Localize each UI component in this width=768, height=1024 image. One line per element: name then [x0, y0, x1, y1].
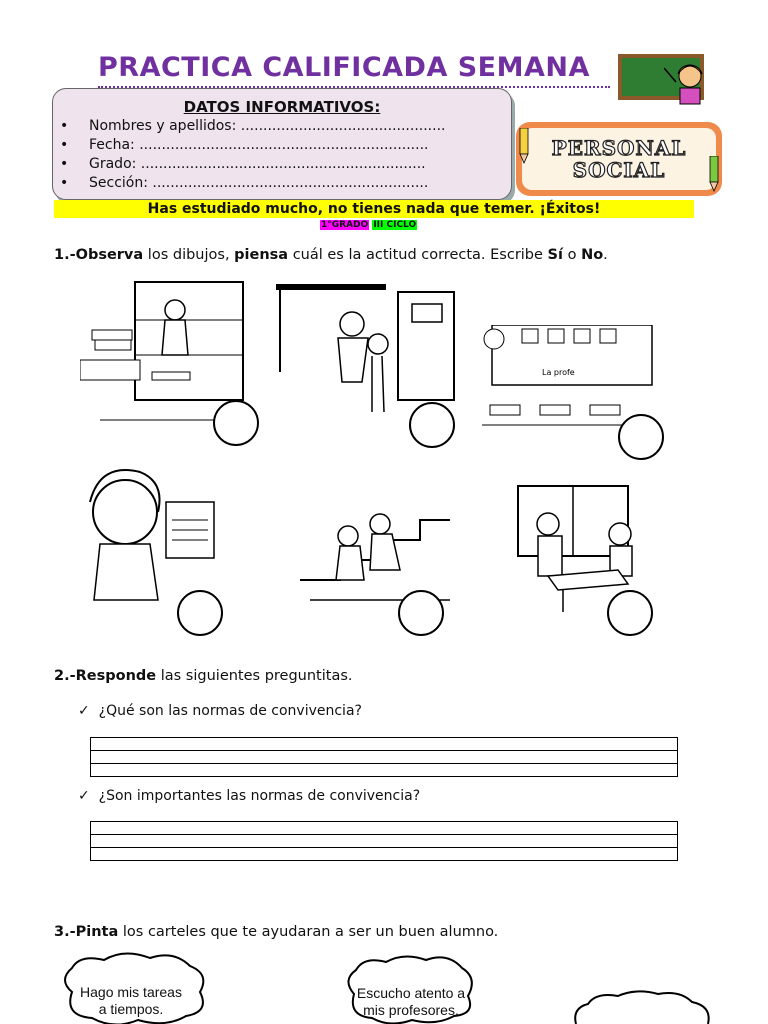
badge-line1: PERSONAL	[551, 136, 687, 160]
question-2: 2.-Responde las siguientes preguntitas.	[54, 668, 353, 684]
answer-circle[interactable]	[409, 402, 455, 448]
answer-circle[interactable]	[213, 400, 259, 446]
check-icon: ✓	[78, 703, 90, 719]
answer-circle[interactable]	[177, 590, 223, 636]
ciclo-tag: III CICLO	[373, 220, 417, 230]
answer-circle[interactable]	[398, 590, 444, 636]
teacher-icon	[664, 58, 716, 108]
answer-circle[interactable]	[607, 590, 653, 636]
question-2-item: ✓ ¿Son importantes las normas de convivencia?	[78, 788, 421, 804]
answer-circle[interactable]	[618, 414, 664, 460]
datos-item: • Fecha: .................................................................	[60, 137, 429, 153]
datos-item: • Grado: ................................................................	[60, 156, 426, 172]
answer-lines[interactable]	[90, 737, 678, 777]
question-1: 1.-Observa los dibujos, piensa cuál es la actitud correcta. Escribe Sí o No.	[54, 247, 608, 263]
illustration-girl-with-test	[70, 462, 230, 602]
answer-lines[interactable]	[90, 821, 678, 861]
motivation-banner: Has estudiado mucho, no tienes nada que temer. ¡Éxitos!	[54, 200, 694, 218]
check-icon: ✓	[78, 788, 90, 804]
datos-title: DATOS INFORMATIVOS:	[183, 98, 381, 116]
badge-line2: SOCIAL	[572, 158, 666, 182]
datos-list	[60, 117, 445, 193]
subject-badge	[516, 122, 722, 196]
pencil-icon	[518, 128, 530, 164]
sign-cloud[interactable]	[566, 990, 716, 1024]
grado-tag: 1°GRADO	[321, 220, 369, 230]
datos-item: • Nombres y apellidos: ..............................................	[60, 118, 446, 134]
datos-item: • Sección: ..............................................................	[60, 175, 429, 191]
question-2-item: ✓ ¿Qué son las normas de convivencia?	[78, 703, 362, 719]
sign-text: Hago mis tareas a tiempos.	[80, 984, 182, 1017]
sign-text: Escucho atento a mis profesores.	[356, 985, 466, 1018]
pencil-icon	[708, 156, 720, 192]
page-title: PRACTICA CALIFICADA SEMANA	[98, 52, 590, 83]
question-3: 3.-Pinta los carteles que te ayudaran a ser un buen alumno.	[54, 924, 499, 940]
svg-text:La profe: La profe	[542, 368, 575, 377]
grade-label	[320, 220, 417, 231]
